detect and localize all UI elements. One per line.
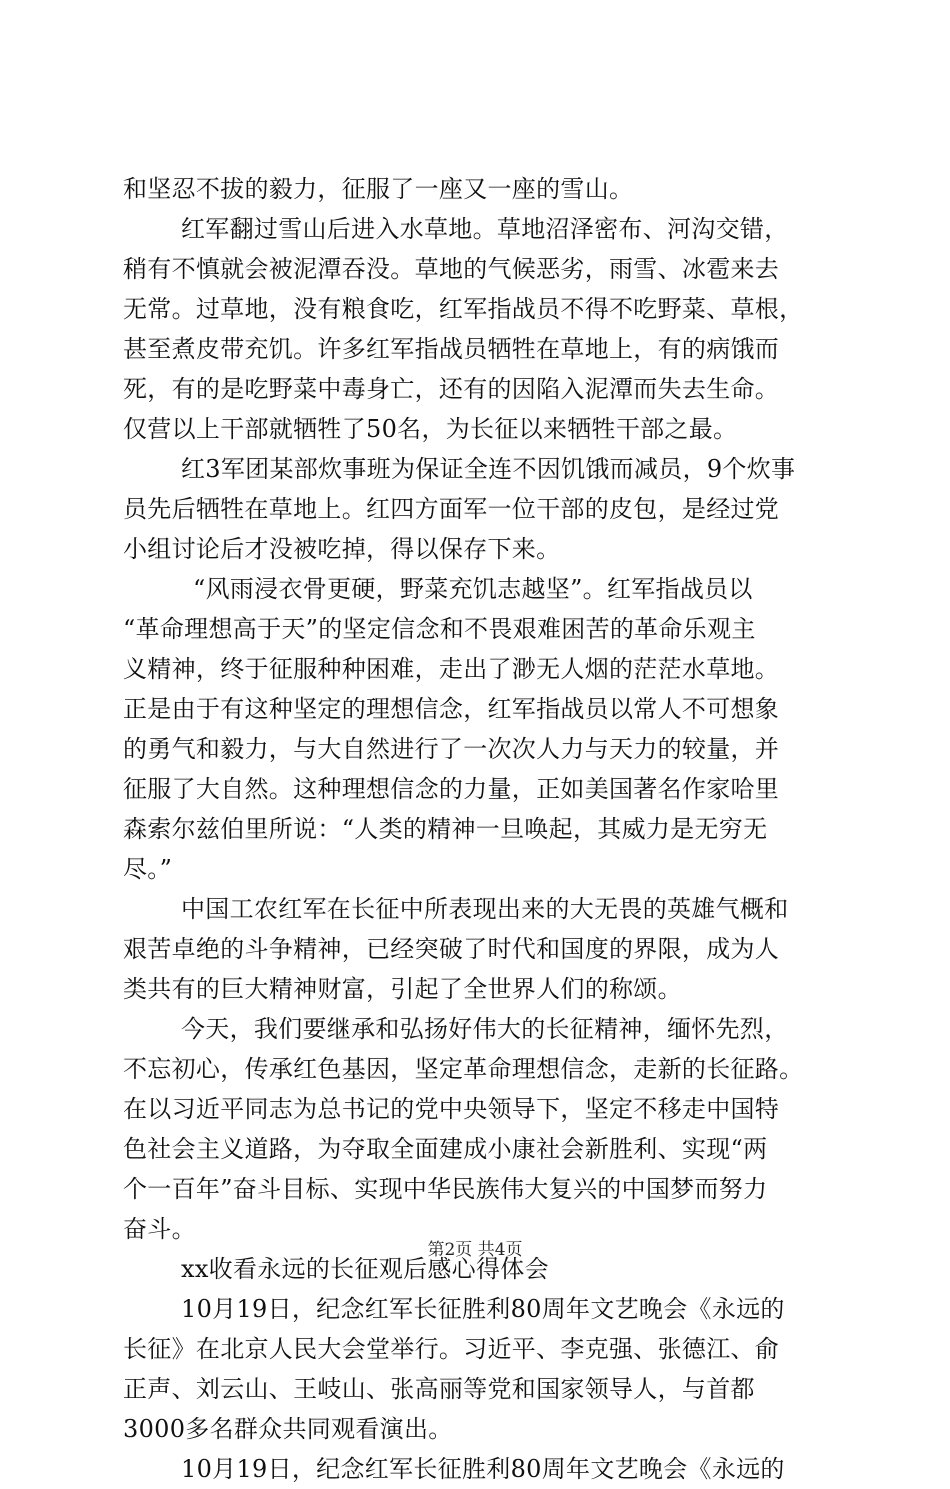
text-line: 艰苦卓绝的斗争精神，已经突破了时代和国度的界限，成为人 [123, 935, 780, 963]
text-line: 红3军团某部炊事班为保证全连不因饥饿而减员，9个炊事 [181, 455, 796, 483]
text-line: 正声、刘云山、王岐山、张高丽等党和国家领导人，与首都 [123, 1375, 755, 1403]
text-line: 死，有的是吃野菜中毒身亡，还有的因陷入泥潭而失去生命。 [123, 375, 780, 403]
document-body [123, 169, 843, 1489]
text-line: 无常。过草地，没有粮食吃，红军指战员不得不吃野菜、草根， [123, 295, 804, 323]
text-line: 个一百年”奋斗目标、实现中华民族伟大复兴的中国梦而努力 [123, 1175, 768, 1203]
text-line: 10月19日，纪念红军长征胜利80周年文艺晚会《永远的 [181, 1295, 785, 1323]
text-line: 中国工农红军在长征中所表现出来的大无畏的英雄气概和 [181, 895, 789, 923]
text-line: “革命理想高于天”的坚定信念和不畏艰难困苦的革命乐观主 [123, 615, 756, 643]
text-line: 义精神，终于征服种种困难，走出了渺无人烟的茫茫水草地。 [123, 655, 780, 683]
text-line: 红军翻过雪山后进入水草地。草地沼泽密布、河沟交错， [181, 215, 789, 243]
text-line: 奋斗。 [123, 1215, 196, 1243]
text-line: 在以习近平同志为总书记的党中央领导下，坚定不移走中国特 [123, 1095, 780, 1123]
text-line: 今天，我们要继承和弘扬好伟大的长征精神，缅怀先烈， [181, 1015, 789, 1043]
text-line: 尽。” [123, 855, 173, 883]
text-line: 3000多名群众共同观看演出。 [123, 1415, 453, 1443]
text-line: 类共有的巨大精神财富，引起了全世界人们的称颂。 [123, 975, 682, 1003]
text-line: 征服了大自然。这种理想信念的力量，正如美国著名作家哈里 [123, 775, 780, 803]
text-line: 长征》在北京人民大会堂举行。习近平、李克强、张德江、俞 [123, 1335, 780, 1363]
text-line: 仅营以上干部就牺牲了50名，为长征以来牺牲干部之最。 [123, 415, 738, 443]
text-line: 员先后牺牲在草地上。红四方面军一位干部的皮包，是经过党 [123, 495, 780, 523]
text-line: 10月19日，纪念红军长征胜利80周年文艺晚会《永远的 [181, 1455, 785, 1483]
text-line: 和坚忍不拔的毅力，征服了一座又一座的雪山。 [123, 175, 634, 203]
section-heading: xx收看永远的长征观后感心得体会 [181, 1255, 549, 1283]
text-line: 的勇气和毅力，与大自然进行了一次次人力与天力的较量，并 [123, 735, 780, 763]
text-line: “风雨浸衣骨更硬，野菜充饥志越坚”。红军指战员以 [193, 575, 753, 603]
text-line: 不忘初心，传承红色基因，坚定革命理想信念，走新的长征路。 [123, 1055, 804, 1083]
text-line: 色社会主义道路，为夺取全面建成小康社会新胜利、实现“两 [123, 1135, 768, 1163]
text-line: 甚至煮皮带充饥。许多红军指战员牺牲在草地上，有的病饿而 [123, 335, 780, 363]
text-line: 小组讨论后才没被吃掉，得以保存下来。 [123, 535, 561, 563]
page-number: 第2页 共4页 [427, 1240, 523, 1260]
text-line: 正是由于有这种坚定的理想信念，红军指战员以常人不可想象 [123, 695, 780, 723]
text-line: 森索尔兹伯里所说：“人类的精神一旦唤起，其威力是无穷无 [123, 815, 768, 843]
text-line: 稍有不慎就会被泥潭吞没。草地的气候恶劣，雨雪、冰雹来去 [123, 255, 780, 283]
